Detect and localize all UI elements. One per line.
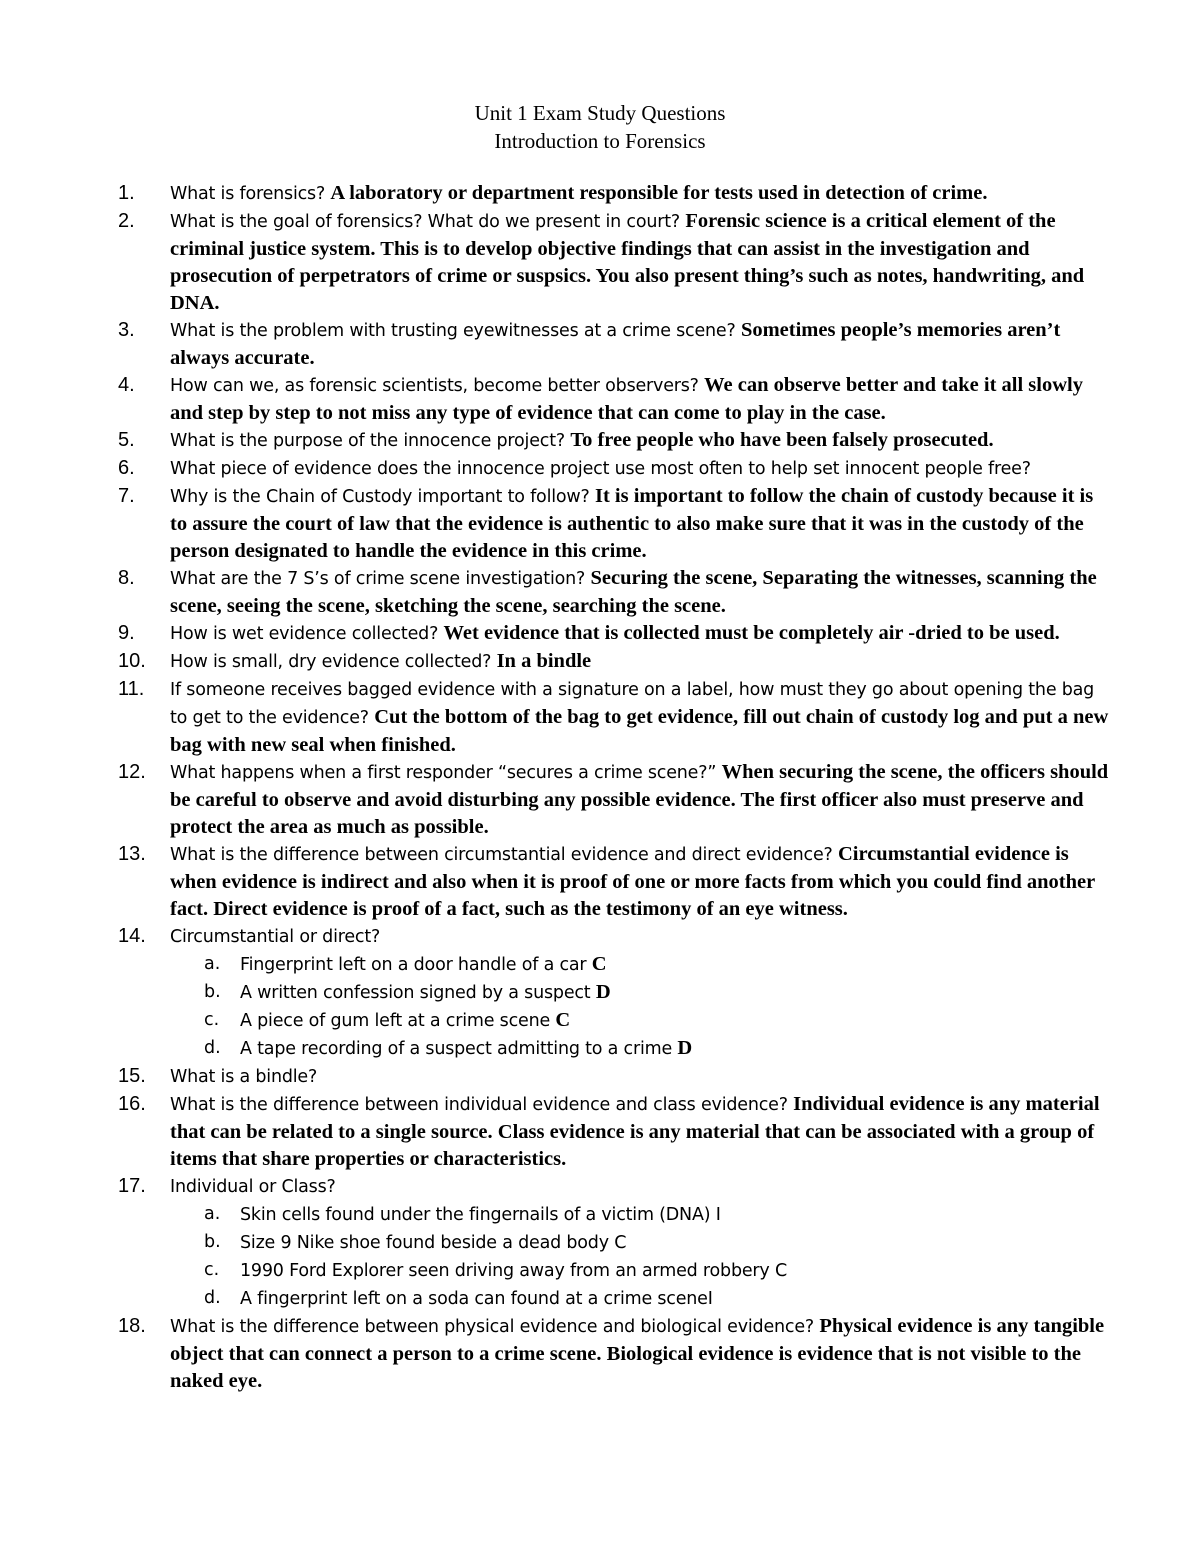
sub-question-text: A written confession signed by a suspect <box>240 983 596 1003</box>
answer-text: When securing the scene, the officers should be careful to observe and avoid disturbing any possible evidence. The first officer also must preserve and protect the area as much as possible. <box>170 761 1109 838</box>
answer-text: Cut the bottom of the bag to get evidence, fill out chain of custody log and put a new bag with new seal when finished. <box>170 706 1109 756</box>
question-number: 6. <box>118 457 135 479</box>
question-number: 3. <box>118 319 135 341</box>
question-text: How is wet evidence collected? <box>170 624 444 644</box>
sub-question-letter: c. <box>204 1260 220 1280</box>
sub-question-letter: d. <box>204 1288 221 1308</box>
question-text: How is small, dry evidence collected? <box>170 652 497 672</box>
question-text: How can we, as forensic scientists, become better observers? <box>170 376 705 396</box>
question-item <box>0 372 1110 427</box>
question-item <box>0 483 1110 565</box>
answer-text: Securing the scene, Separating the witnesses, scanning the scene, seeing the scene, sketching the scene, searching the scene. <box>170 567 1097 617</box>
question-number: 13. <box>118 843 146 865</box>
question-number: 9. <box>118 622 135 644</box>
sub-question-item <box>170 1035 1110 1063</box>
question-list <box>0 180 1200 1395</box>
question-text: What is the goal of forensics? What do we present in court? <box>170 212 686 232</box>
question-number: 2. <box>118 210 135 232</box>
question-item <box>0 317 1110 372</box>
question-text: What is the difference between circumstantial evidence and direct evidence? <box>170 845 838 865</box>
question-text: Why is the Chain of Custody important to follow? <box>170 487 595 507</box>
question-text: Circumstantial or direct? <box>170 927 381 947</box>
question-item <box>0 1173 1110 1313</box>
answer-text: In a bindle <box>496 650 592 672</box>
question-item <box>0 1313 1110 1395</box>
question-item <box>0 565 1110 620</box>
answer-text: Physical evidence is any tangible object that can connect a person to a crime scene. Biological evidence is evidence that is not visible to the naked eye. <box>170 1315 1105 1392</box>
question-item <box>0 1091 1110 1173</box>
answer-text: Circumstantial evidence is when evidence is indirect and also when it is proof of one or more facts from which you could find another fact. Direct evidence is proof of a fact, such as the testimony of an eye witness. <box>170 843 1095 920</box>
sub-question-answer: C <box>591 953 607 975</box>
title-block <box>0 99 1200 155</box>
question-number: 15. <box>118 1065 146 1087</box>
answer-text: Wet evidence that is collected must be completely air -dried to be used. <box>443 622 1060 644</box>
question-number: 5. <box>118 429 135 451</box>
sub-question-letter: b. <box>204 982 221 1002</box>
sub-question-letter: b. <box>204 1232 221 1252</box>
question-text: What are the 7 S’s of crime scene investigation? <box>170 569 591 589</box>
question-item <box>0 841 1110 923</box>
question-number: 4. <box>118 374 135 396</box>
sub-question-text: Size 9 Nike shoe found beside a dead body C <box>240 1233 627 1253</box>
sub-question-item <box>170 1285 1110 1313</box>
question-item <box>0 1063 1110 1091</box>
question-number: 16. <box>118 1093 146 1115</box>
answer-text: To free people who have been falsely prosecuted. <box>570 429 994 451</box>
question-number: 18. <box>118 1315 146 1337</box>
question-item <box>0 180 1110 208</box>
question-item <box>0 676 1110 759</box>
sub-question-answer: C <box>555 1009 571 1031</box>
question-text: What is the difference between physical evidence and biological evidence? <box>170 1317 820 1337</box>
question-number: 10. <box>118 650 146 672</box>
question-number: 11. <box>118 678 145 700</box>
question-item <box>0 208 1110 317</box>
question-text: What happens when a first responder “secures a crime scene?” <box>170 763 722 783</box>
sub-question-item <box>170 979 1110 1007</box>
question-item <box>0 427 1110 455</box>
answer-text: Individual evidence is any material that can be related to a single source. Class evidence is any material that can be associated with a group of items that share properties or characteristics. <box>170 1093 1100 1170</box>
question-item <box>0 620 1110 648</box>
question-text: What is forensics? <box>170 184 331 204</box>
sub-question-list <box>170 1201 1110 1313</box>
question-number: 8. <box>118 567 135 589</box>
question-item <box>0 923 1110 1063</box>
question-number: 14. <box>118 925 146 947</box>
question-number: 12. <box>118 761 146 783</box>
question-item <box>0 455 1110 483</box>
question-text: Individual or Class? <box>170 1177 336 1197</box>
question-item <box>0 759 1110 841</box>
sub-question-text: Fingerprint left on a door handle of a car <box>240 955 592 975</box>
question-text: What is the problem with trusting eyewitnesses at a crime scene? <box>170 321 741 341</box>
question-item <box>0 648 1110 676</box>
sub-question-text: A fingerprint left on a soda can found at a crime sceneI <box>240 1289 713 1309</box>
answer-text: Forensic science is a critical element of the criminal justice system. This is to develop objective findings that can assist in the investigation and prosecution of perpetrators of crime or suspsics. You also present thing’s such as notes, handwriting, and DNA. <box>170 210 1085 314</box>
sub-question-answer: D <box>595 981 611 1003</box>
question-text: What piece of evidence does the innocence project use most often to help set innocent people free? <box>170 459 1031 479</box>
answer-text: Sometimes people’s memories aren’t always accurate. <box>170 319 1061 369</box>
sub-question-letter: a. <box>204 954 221 974</box>
sub-question-letter: a. <box>204 1204 221 1224</box>
sub-question-item <box>170 1229 1110 1257</box>
sub-question-text: A piece of gum left at a crime scene <box>240 1011 556 1031</box>
sub-question-item <box>170 951 1110 979</box>
answer-text: It is important to follow the chain of custody because it is to assure the court of law that the evidence is authentic to also make sure that it was in the custody of the person designated to handle the evidence in this crime. <box>170 485 1094 562</box>
question-number: 1. <box>118 182 135 204</box>
sub-question-item <box>170 1257 1110 1285</box>
answer-text: We can observe better and take it all slowly and step by step to not miss any type of evidence that can come to play in the case. <box>170 374 1083 424</box>
question-text: If someone receives bagged evidence with a signature on a label, how must they go about opening the bag to get to the evidence? <box>170 680 1095 728</box>
sub-question-text: Skin cells found under the fingernails of a victim (DNA) I <box>240 1205 721 1225</box>
sub-question-item <box>170 1201 1110 1229</box>
question-text: What is the purpose of the innocence project? <box>170 431 571 451</box>
sub-question-text: 1990 Ford Explorer seen driving away from an armed robbery C <box>240 1261 787 1281</box>
sub-question-answer: D <box>677 1037 693 1059</box>
question-text: What is the difference between individual evidence and class evidence? <box>170 1095 794 1115</box>
question-number: 7. <box>118 485 135 507</box>
sub-question-list <box>170 951 1110 1063</box>
page-subtitle: Introduction to Forensics <box>494 129 706 153</box>
question-text: What is a bindle? <box>170 1067 318 1087</box>
page-title: Unit 1 Exam Study Questions <box>474 101 726 125</box>
sub-question-text: A tape recording of a suspect admitting to a crime <box>240 1039 678 1059</box>
sub-question-item <box>170 1007 1110 1035</box>
answer-text: A laboratory or department responsible for tests used in detection of crime. <box>330 182 988 204</box>
question-number: 17. <box>118 1175 146 1197</box>
sub-question-letter: c. <box>204 1010 220 1030</box>
sub-question-letter: d. <box>204 1038 221 1058</box>
